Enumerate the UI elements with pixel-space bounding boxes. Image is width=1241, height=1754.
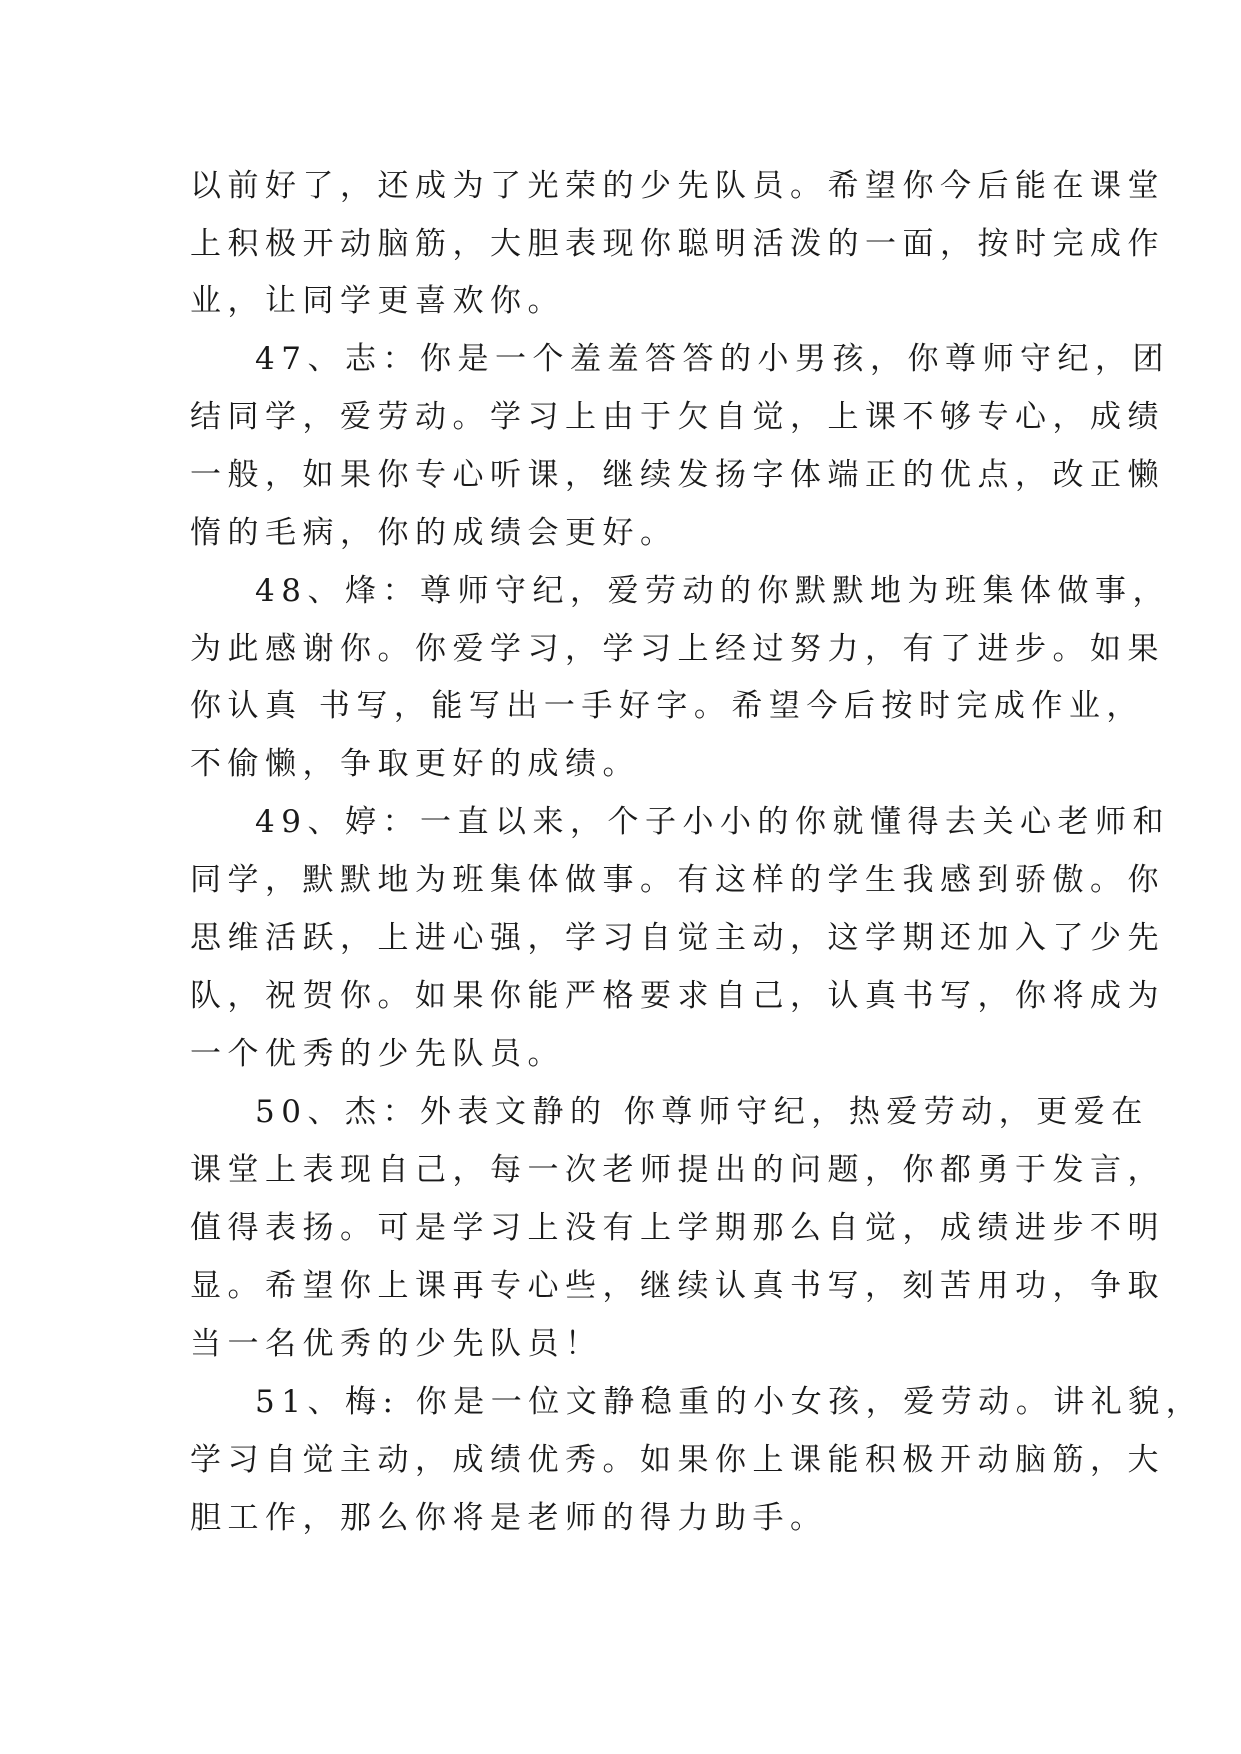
text-line: 队，祝贺你。如果你能严格要求自己，认真书写，你将成为: [190, 978, 1165, 1014]
text-line: 胆工作，那么你将是老师的得力助手。: [190, 1500, 828, 1536]
paragraph-start-line: 51、梅: 你是一位文静稳重的小女孩，爱劳动。讲礼貌，: [255, 1384, 1204, 1420]
text-line: 你认真 书写，能写出一手好字。希望今后按时完成作业，: [190, 688, 1144, 724]
paragraph-start-line: 47、志：你是一个羞羞答答的小男孩，你尊师守纪，团: [255, 341, 1170, 377]
text-line: 思维活跃，上进心强，学习自觉主动，这学期还加入了少先: [190, 920, 1165, 956]
text-line: 课堂上表现自己，每一次老师提出的问题，你都勇于发言，: [190, 1152, 1165, 1188]
text-line: 惰的毛病，你的成绩会更好。: [190, 515, 678, 551]
text-line: 一般，如果你专心听课，继续发扬字体端正的优点，改正懒: [190, 457, 1165, 493]
paragraph-start-line: 48、烽：尊师守纪，爱劳动的你默默地为班集体做事，: [255, 573, 1170, 609]
text-line: 学习自觉主动，成绩优秀。如果你上课能积极开动脑筋，大: [190, 1442, 1165, 1478]
text-line: 结同学，爱劳动。学习上由于欠自觉，上课不够专心，成绩: [190, 399, 1165, 435]
text-line: 值得表扬。可是学习上没有上学期那么自觉，成绩进步不明: [190, 1210, 1165, 1246]
text-line: 一个优秀的少先队员。: [190, 1036, 565, 1072]
text-line: 当一名优秀的少先队员！: [190, 1326, 603, 1362]
text-line: 同学，默默地为班集体做事。有这样的学生我感到骄傲。你: [190, 862, 1165, 898]
paragraph-start-line: 49、婷：一直以来，个子小小的你就懂得去关心老师和: [255, 804, 1170, 840]
paragraph-start-line: 50、杰：外表文静的 你尊师守纪，热爱劳动，更爱在: [255, 1094, 1149, 1130]
text-line: 为此感谢你。你爱学习，学习上经过努力，有了进步。如果: [190, 631, 1165, 667]
text-line: 业，让同学更喜欢你。: [190, 283, 565, 319]
text-line: 显。希望你上课再专心些，继续认真书写，刻苦用功，争取: [190, 1268, 1165, 1304]
text-line: 以前好了，还成为了光荣的少先队员。希望你今后能在课堂: [190, 168, 1165, 204]
text-line: 上积极开动脑筋，大胆表现你聪明活泼的一面，按时完成作: [190, 226, 1165, 262]
text-line: 不偷懒，争取更好的成绩。: [190, 746, 640, 782]
